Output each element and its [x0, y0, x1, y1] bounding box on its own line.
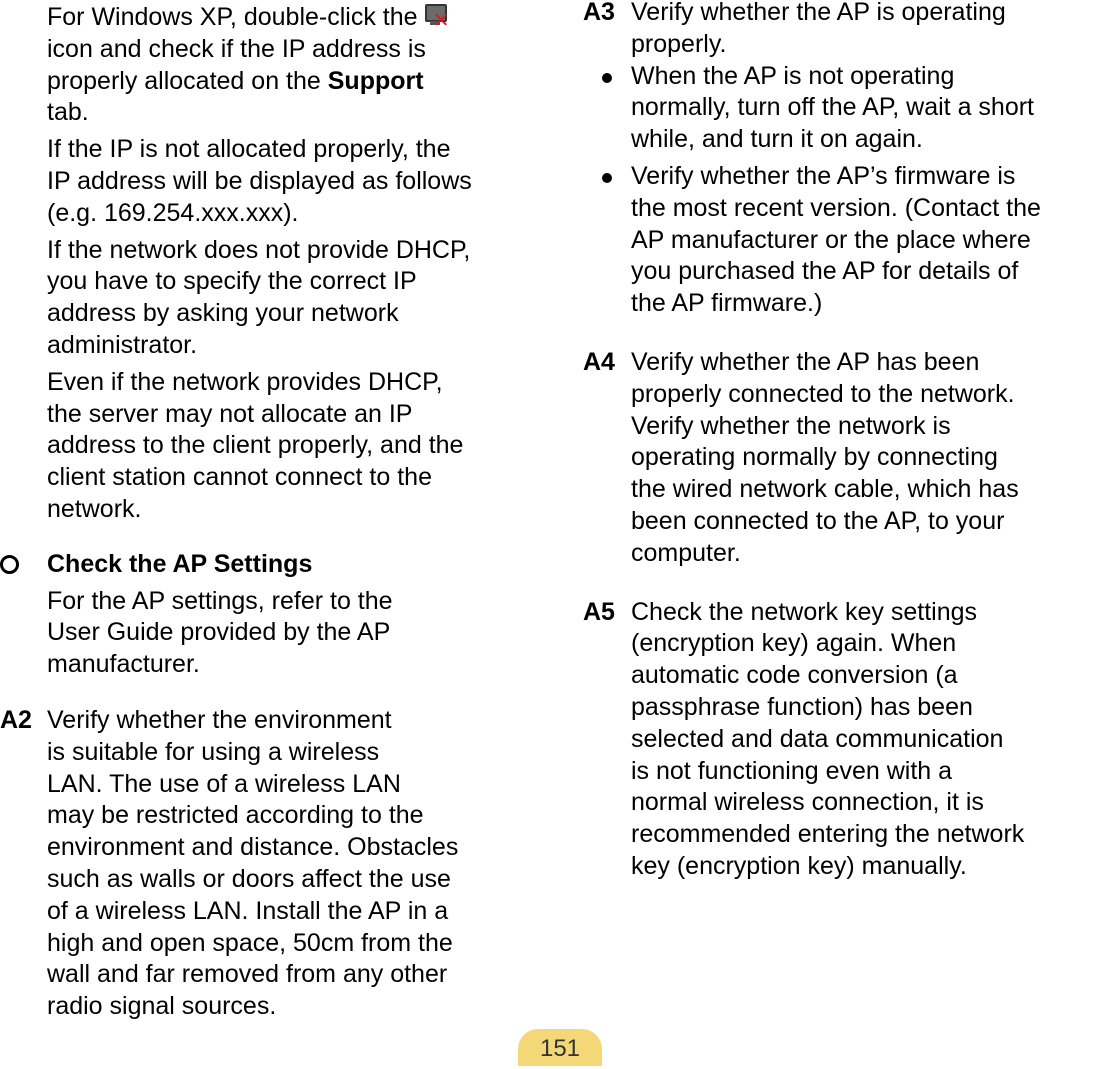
bullet-item-restart: When the AP is not operating normally, turn off the AP, wait a short while, and turn it on again. [583, 61, 1102, 156]
answer-tag-a5: A5 [583, 597, 615, 626]
answer-a2 [0, 705, 545, 1023]
answer-a3 [583, 0, 1102, 61]
bullet-dot-icon [602, 173, 612, 183]
answer-a5-text: Check the network key settings (encryption key) again. When automatic code conversion (a passphrase function) has been selected and data communication is not functioning even with a normal wireless connection, it is recommended entering the network key (encryption key) manually. [631, 597, 1025, 880]
answer-a5 [583, 597, 1102, 883]
page-number-badge: 151 [518, 1029, 602, 1066]
paragraph-no-dhcp: If the network does not provide DHCP, you have to specify the correct IP address by asking your network administrator. [47, 235, 471, 359]
paragraph-ap-settings: For the AP settings, refer to the User Guide provided by the AP manufacturer. [47, 586, 393, 679]
answer-a4 [583, 347, 1102, 570]
answer-tag-a4: A4 [583, 347, 615, 376]
right-column [583, 0, 1102, 883]
circle-bullet-icon [0, 555, 19, 574]
bullet-dot-icon [602, 73, 612, 83]
answer-a3-text: Verify whether the AP is operating properly. [631, 0, 1006, 58]
answer-tag-a3: A3 [583, 0, 615, 26]
answer-a2-text: Verify whether the environment is suitable for using a wireless LAN. The use of a wireless LAN may be restricted according to the environment and distance. Obstacles such as walls or doors affect the use of a wireless LAN. Install the AP in a high and open space, 50cm from the wall and far removed from any other radio signal sources. [47, 705, 459, 1021]
answer-tag-a2: A2 [0, 705, 32, 734]
bullet-item-firmware: Verify whether the AP’s firmware is the most recent version. (Contact the AP manufacturer or the place where you purchased the AP for details of the AP firmware.) [583, 161, 1102, 320]
section-heading: Check the AP Settings [0, 549, 545, 581]
paragraph-windows-xp: For Windows XP, double-click the ✕ icon and check if the IP address is properly allocated on the Support tab. [47, 3, 450, 127]
network-disconnected-icon: ✕ [422, 2, 450, 30]
paragraph-ip-not-allocated: If the IP is not allocated properly, the IP address will be displayed as follows (e.g. 169.254.xxx.xxx). [47, 135, 472, 227]
support-tab-label: Support [327, 66, 424, 95]
paragraph-dhcp-server: Even if the network provides DHCP, the server may not allocate an IP address to the client properly, and the client station cannot connect to the network. [47, 367, 464, 523]
left-column [0, 0, 545, 1023]
answer-a4-text: Verify whether the AP has been properly connected to the network. Verify whether the network is operating normally by connecting the wired network cable, which has been connected to the AP, to your computer. [631, 347, 1019, 567]
